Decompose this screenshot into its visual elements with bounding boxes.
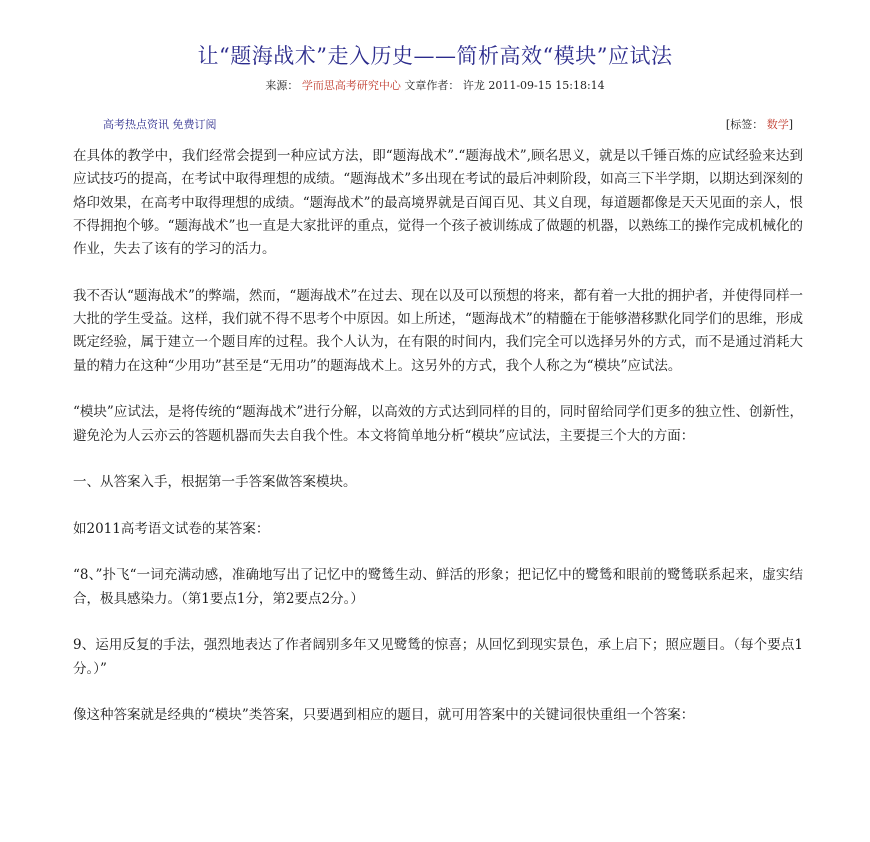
- paragraph: 如2011高考语文试卷的某答案：: [73, 520, 270, 537]
- source-link[interactable]: 学而思高考研究中心: [301, 79, 401, 92]
- paragraph: 在具体的教学中，我们经常会提到一种应试方法，即“题海战术”.“题海战术”,顾名思义，就是以千锤百炼的应试经验来达到应试技巧的提高，在考试中取得理想的成绩。“题海战术”多出现在考试的最后冲刺阶段，如高三下半学期，以期达到深刻的烙印效果，在高考中取得理想的成绩。“题海战术”的最高境界就是百闻百见、其义自现，每道题都像是天天见面的亲人，恨不得拥抱个够。“题海战术”也一直是大家批评的重点，觉得一个孩子被训练成了做题的机器，以熟练工的操作完成机械化的作业，失去了该有的学习的活力。: [73, 148, 803, 258]
- paragraph: 我不否认“题海战术”的弊端，然而，“题海战术”在过去、现在以及可以预想的将来，都有着一大批的拥护者，并使得同样一大批的学生受益。这样，我们就不得不思考个中原因。如上所述，“题海战术”的精髓在于能够潜移默化同学们的思维，形成既定经验，属于建立一个题目库的过程。我个人认为，在有限的时间内，我们完全可以选择另外的方式，而不是通过消耗大量的精力在这种“少用功”甚至是“无用功”的题海战术上。这另外的方式，我个人称之为“模块”应试法。: [73, 287, 803, 374]
- source-label: 来源：: [265, 79, 299, 92]
- article-body: [73, 145, 803, 751]
- tag-link-math[interactable]: 数学: [766, 118, 789, 131]
- article-meta: [0, 77, 870, 93]
- author-label: 文章作者：: [404, 79, 460, 92]
- tags-close: ]: [788, 118, 793, 131]
- publish-date: 2011-09-15 15:18:14: [488, 79, 605, 92]
- subscribe-link[interactable]: 高考热点资讯 免费订阅: [103, 118, 217, 131]
- paragraph: “模块”应试法，是将传统的“题海战术”进行分解，以高效的方式达到同样的目的，同时留给同学们更多的独立性、创新性，避免沦为人云亦云的答题机器而失去自我个性。本文将简单地分析“模块”应试法，主要提三个大的方面：: [73, 404, 803, 444]
- tags-label: [标签：: [725, 118, 764, 131]
- answer-quote: “8、”扑飞“一词充满动感，准确地写出了记忆中的鹭鸶生动、鲜活的形象；把记忆中的鹭鸶和眼前的鹭鸶联系起来，虚实结合，极具感染力。（第1要点1分，第2要点2分。）: [73, 567, 803, 607]
- author-name: 许龙: [462, 79, 485, 92]
- article-toolbar: [103, 116, 793, 132]
- article-title: 让“题海战术”走入历史——简析高效“模块”应试法: [197, 44, 673, 68]
- answer-quote: 9、运用反复的手法，强烈地表达了作者阔别多年又见鹭鸶的惊喜；从回忆到现实景色，承上启下；照应题目。（每个要点1分。）”: [73, 637, 803, 677]
- section-heading: 一、从答案入手，根据第一手答案做答案模块。: [73, 474, 357, 491]
- tags-box: [726, 116, 793, 132]
- paragraph: 像这种答案就是经典的“模块”类答案，只要遇到相应的题目，就可用答案中的关键词很快重组一个答案：: [73, 707, 695, 724]
